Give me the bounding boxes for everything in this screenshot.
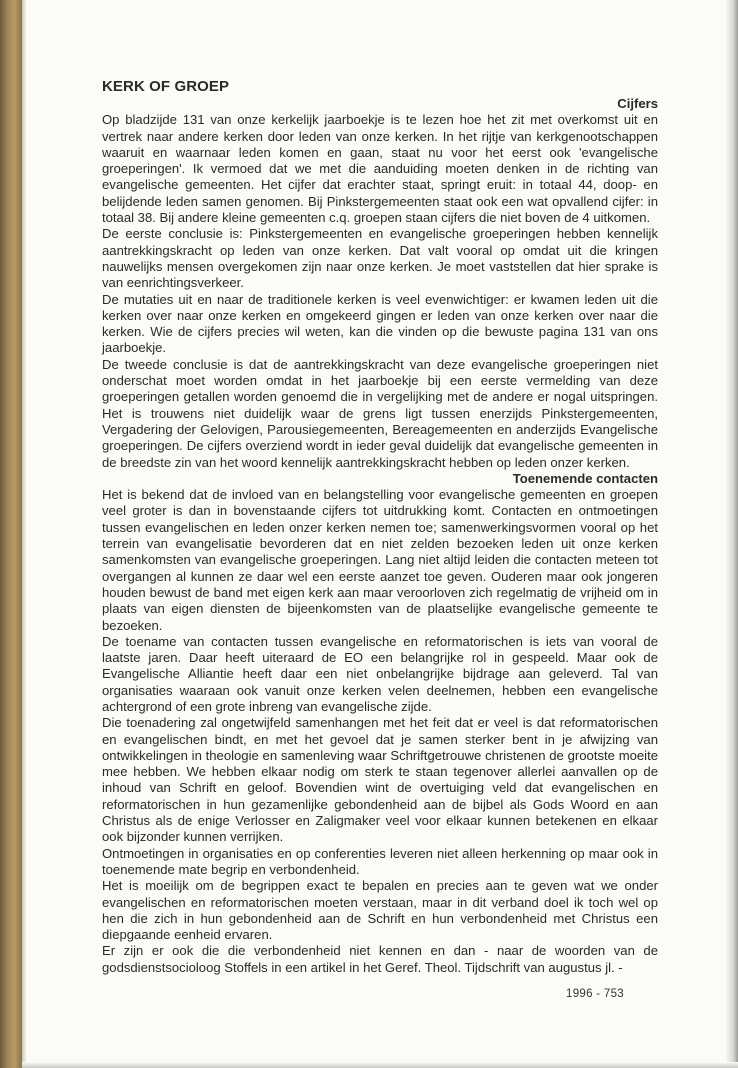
section-cijfers xyxy=(102,96,658,471)
paragraph: Die toenadering zal ongetwijfeld samenhangen met het feit dat er veel is dat reformatorischen en evangelischen bindt, en met het gevoel dat je samen sterker bent in je afwijzing van ontwikkelingen in theologie en samenleving waar Schriftgetrouwe christenen de grootste moeite mee hebben. We hebben elkaar nodig om sterk te staan tegenover allerlei aanvallen op de inhoud van Schrift en geloof. Bovendien wint de overtuiging veld dat evangelischen en reformatorischen in hun gezamenlijke gebondenheid aan de bijbel als Gods Woord en aan Christus als de enige Verlosser en Zaligmaker veel voor elkaar kunnen betekenen en elkaar ook bijzonder kunnen verrijken. xyxy=(102,715,658,845)
article-title: KERK OF GROEP xyxy=(102,78,230,95)
article-body xyxy=(102,78,658,976)
paragraph: Het is moeilijk om de begrippen exact te bepalen en precies aan te geven wat we onder evangelischen en reformatorischen moeten verstaan, maar in dit verband doel ik toch wel op hen die zich in hun gebondenheid aan de Schrift en hun verbondenheid met Christus een diepgaande eenheid ervaren. xyxy=(102,878,658,943)
section-heading: Toenemende contacten xyxy=(512,470,658,486)
page-right-edge xyxy=(726,0,738,1068)
paragraph: De eerste conclusie is: Pinkstergemeenten en evangelische groeperingen hebben kennelijk aantrekkingskracht op leden van onze kerken. Dat valt vooral op omdat uit die kringen nauwelijks mensen overgekomen zijn naar onze kerken. Je moet vaststellen dat hier sprake is van eenrichtingsverkeer. xyxy=(102,226,658,291)
paragraph: De mutaties uit en naar de traditionele kerken is veel evenwichtiger: er kwamen leden uit die kerken over naar onze kerken en omgekeerd gingen er leden van onze kerken over naar die kerken. Wie de cijfers precies wil weten, kan die vinden op die bewuste pagina 131 van ons jaarboekje. xyxy=(102,291,658,356)
paragraph: Het is bekend dat de invloed van en belangstelling voor evangelische gemeenten en groepen veel groter is dan in bovenstaande cijfers tot uitdrukking komt. Contacten en ontmoetingen tussen evangelischen en leden onzer kerken nemen toe; samenwerkingsvormen vooral op het terrein van evangelisatie bevorderen dat en niet zelden bezoeken leden uit onze kerken samenkomsten van evangelische groeperingen. Lang niet altijd leiden die contacten meteen tot overgangen al kunnen ze daar wel een eerste aanzet toe geven. Ouderen maar ook jongeren houden bewust de band met eigen kerk aan maar veroorloven zich regelmatig de vrijheid om in plaats van eigen diensten de bijeenkomsten van de plaatselijke evangelische gemeente te bezoeken. xyxy=(102,487,658,633)
page-bottom-edge xyxy=(22,1062,738,1068)
section-heading: Cijfers xyxy=(617,96,658,111)
section-toenemende-contacten xyxy=(102,471,658,976)
page-gutter xyxy=(22,0,26,1068)
paragraph: Er zijn er ook die die verbondenheid niet kennen en dan - naar de woorden van de godsdienstsocioloog Stoffels in een artikel in het Geref. Theol. Tijdschrift van augustus jl. - xyxy=(102,943,658,975)
paragraph: Op bladzijde 131 van onze kerkelijk jaarboekje is te lezen hoe het zit met overkomst uit en vertrek naar andere kerken door leden van onze kerken. In het rijtje van kerkgenootschappen waaruit en waarnaar leden komen en gaan, staat nu voor het eerst ook 'evangelische groeperingen'. Ik vermoed dat we met die aanduiding moeten denken in de richting van evangelische gemeenten. Het cijfer dat erachter staat, springt eruit: in totaal 44, doop- en belijdende leden samen genomen. Bij Pinkstergemeenten staat ook een wat opvallend cijfer: in totaal 38. Bij andere kleine gemeenten c.q. groepen staan cijfers die niet boven de 4 uitkomen. xyxy=(102,112,658,226)
book-binding-edge xyxy=(0,0,22,1068)
paragraph: Ontmoetingen in organisaties en op conferenties leveren niet alleen herkenning op maar ook in toenemende mate begrip en verbondenheid. xyxy=(102,845,658,877)
paragraph: De toename van contacten tussen evangelische en reformatorischen is iets van vooral de laatste jaren. Daar heeft uiteraard de EO een belangrijke rol in gespeeld. Maar ook de Evangelische Alliantie heeft daar een niet onbelangrijke bijdrage aan geleverd. Tal van organisaties waaraan ook vanuit onze kerken velen deelnemen, hebben een evangelische achtergrond of een grote inbreng van evangelische zijde. xyxy=(102,633,658,714)
page-number: 1996 - 753 xyxy=(566,988,624,1000)
paragraph: De tweede conclusie is dat de aantrekkingskracht van deze evangelische groeperingen niet onderschat moet worden omdat in het jaarboekje bij een eerste vermelding van deze groeperingen getallen worden genoemd die in vergelijking met de andere er nogal uitspringen. Het is trouwens niet duidelijk waar de grens ligt tussen enerzijds Pinkstergemeenten, Vergadering der Gelovigen, Parousiegemeenten, Bereagemeenten en anderzijds Evangelische groeperingen. De cijfers overziend wordt in ieder geval duidelijk dat evangelische gemeenten in de breedste zin van het woord kennelijk aantrekkingskracht hebben op leden onzer kerken. xyxy=(102,356,658,470)
